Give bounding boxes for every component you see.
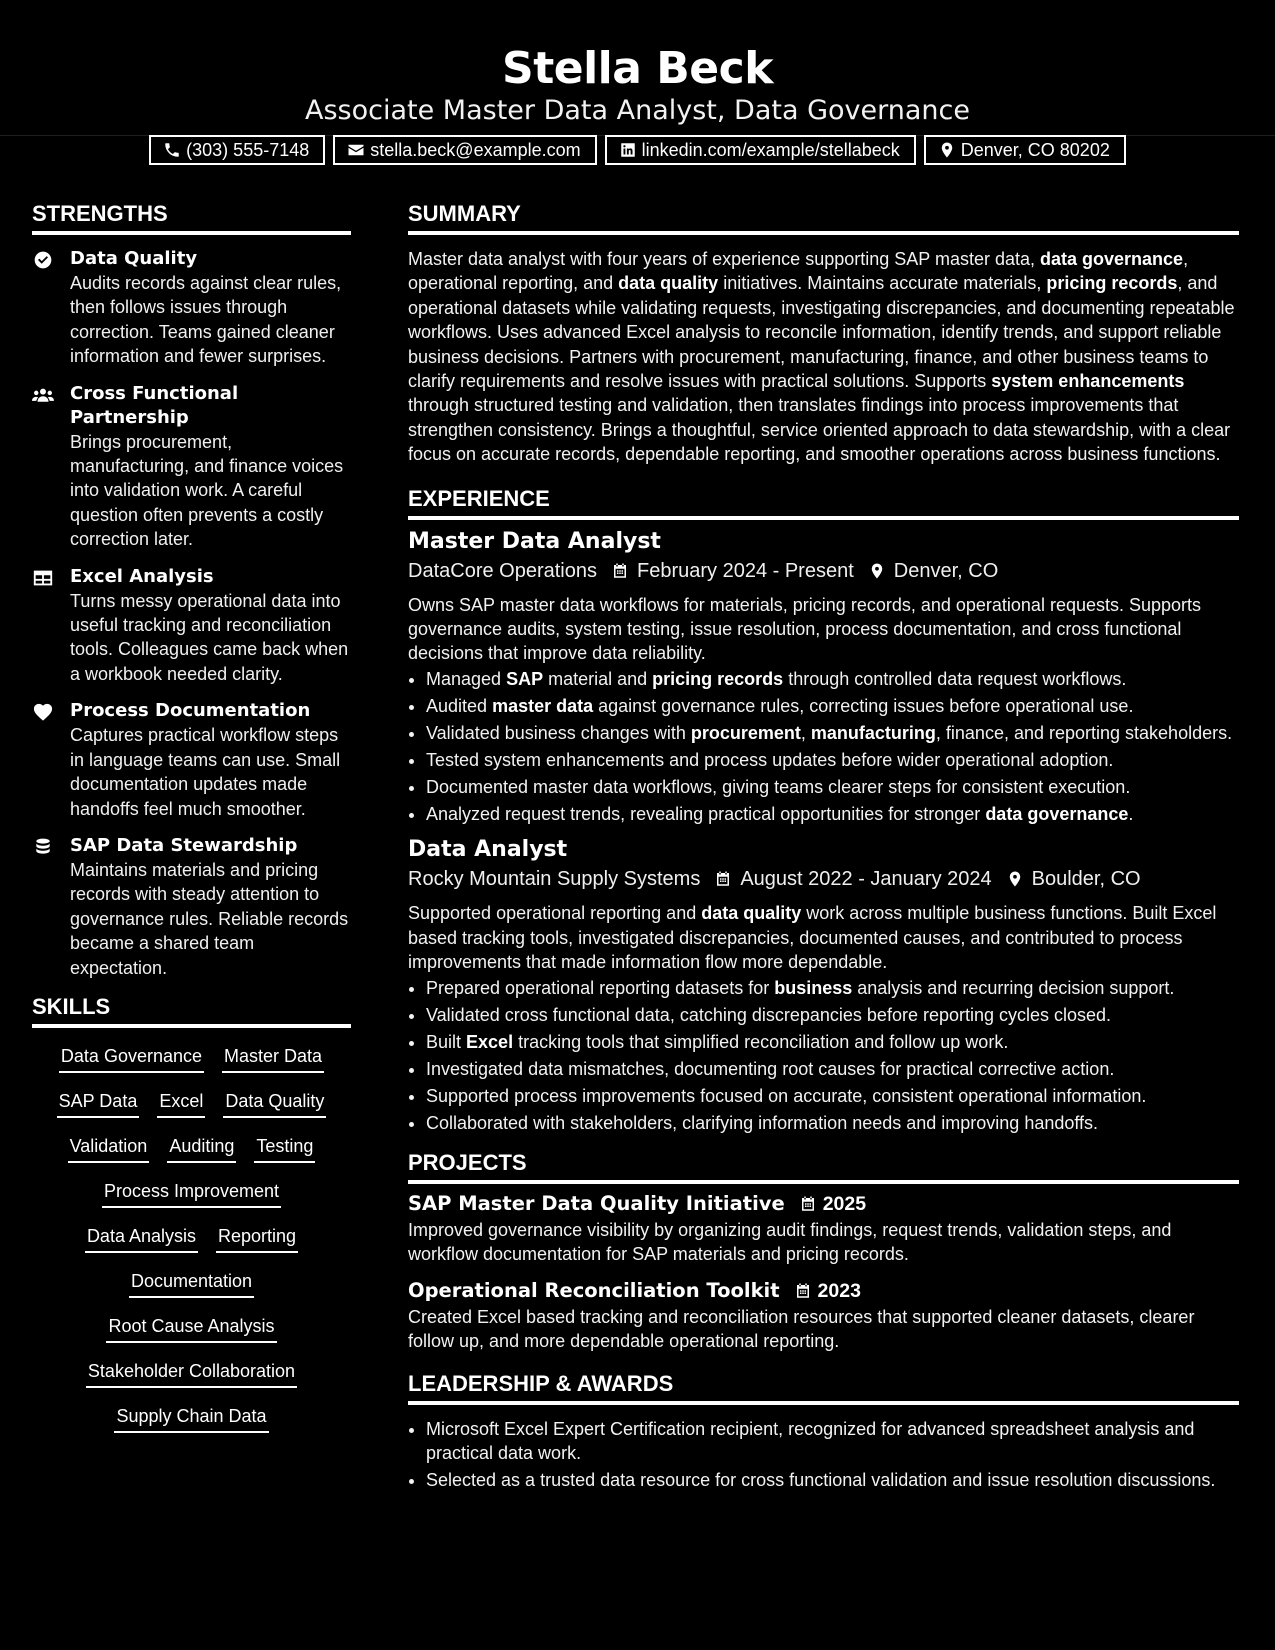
- skill-tag: Validation: [68, 1134, 150, 1163]
- job-summary: Supported operational reporting and data quality work across multiple business functions. Built Excel based tracking tools, investigated discrepancies, documented causes, and contributed to process improvements that made information flow more dependable.: [408, 903, 1217, 973]
- skill-tag: Testing: [254, 1134, 315, 1163]
- skill-tag: Reporting: [216, 1224, 298, 1253]
- bold-keyword: data quality: [701, 903, 802, 924]
- strength-desc: Maintains materials and pricing records with steady attention to governance rules. Reliable records became a shared team expectation.: [70, 859, 349, 978]
- location-text: Denver, CO 80202: [960, 139, 1110, 160]
- award-item: • Selected as a trusted data resource for cross functional validation and issue resolution discussions.: [426, 1468, 1239, 1492]
- resume-header: [0, 0, 1275, 160]
- skill-tag: Stakeholder Collaboration: [86, 1359, 297, 1388]
- projects-list: [408, 1190, 1239, 1354]
- skill-tag: Master Data: [222, 1044, 324, 1073]
- strength-title: Process Documentation: [70, 700, 311, 722]
- heart-icon: [32, 702, 54, 722]
- project-name: Operational Reconciliation Toolkit: [408, 1278, 780, 1302]
- map-pin-icon: [868, 561, 886, 581]
- project-title: [408, 1190, 1239, 1218]
- strength-item: [32, 834, 351, 980]
- skill-tag: SAP Data: [57, 1089, 140, 1118]
- skill-tag: Documentation: [129, 1269, 254, 1298]
- bullet-item: • Investigated data mismatches, documenting root causes for practical corrective action.: [426, 1057, 1239, 1081]
- skill-tag: Auditing: [167, 1134, 236, 1163]
- contact-email[interactable]: [333, 135, 596, 165]
- calendar-icon: [799, 1194, 817, 1214]
- project-year: 2025: [822, 1192, 867, 1215]
- job-location: Boulder, CO: [1031, 868, 1141, 891]
- project-desc: Improved governance visibility by organizing audit findings, request trends, validation steps, and workflow documentation for SAP materials and pricing records.: [408, 1219, 1172, 1265]
- bold-keyword: manufacturing: [810, 722, 936, 743]
- strength-desc: Brings procurement, manufacturing, and finance voices into validation work. A careful question often prevents a costly correction later.: [70, 431, 344, 550]
- bold-keyword: procurement: [690, 722, 801, 743]
- strength-item: [32, 699, 351, 821]
- linkedin-icon: [619, 141, 637, 159]
- strength-title: Data Quality: [70, 248, 198, 269]
- project-desc: Created Excel based tracking and reconciliation resources that supported cleaner datasets, clearer follow up, and more dependable operational reporting.: [408, 1306, 1195, 1352]
- skills-list: [32, 1044, 351, 1449]
- bold-keyword: Excel: [466, 1031, 514, 1052]
- bold-keyword: data governance: [1040, 249, 1184, 269]
- company-name: DataCore Operations: [408, 559, 597, 582]
- strength-title: SAP Data Stewardship: [70, 834, 298, 856]
- skill-tag: Process Improvement: [102, 1179, 281, 1208]
- bold-keyword: pricing records: [1046, 273, 1178, 294]
- job-title: Data Analyst: [408, 837, 568, 863]
- bullet-item: • Prepared operational reporting datasets for business analysis and recurring decision support.: [426, 976, 1239, 1000]
- strength-title: Cross Functional Partnership: [70, 382, 239, 428]
- bullet-item: • Collaborated with stakeholders, clarifying information needs and improving handoffs.: [426, 1111, 1239, 1135]
- bold-keyword: data quality: [618, 273, 719, 294]
- bullet-item: • Validated cross functional data, catching discrepancies before reporting cycles closed.: [426, 1003, 1239, 1027]
- job-meta: [408, 557, 1239, 585]
- bold-keyword: pricing records: [652, 668, 784, 689]
- experience-list: [408, 528, 1239, 1135]
- contact-phone[interactable]: [149, 135, 325, 165]
- candidate-name: Stella Beck: [502, 43, 773, 94]
- summary-heading: SUMMARY: [408, 200, 1239, 235]
- contact-location[interactable]: [924, 135, 1126, 165]
- job-title: Master Data Analyst: [408, 528, 661, 554]
- project-title: [408, 1277, 1239, 1305]
- strength-desc: Captures practical workflow steps in language teams can use. Small documentation updates made handoffs feel much smoother.: [70, 725, 341, 819]
- project-entry: [408, 1277, 1239, 1354]
- project-year: 2023: [817, 1279, 861, 1302]
- left-column: [32, 200, 351, 1449]
- bullet-item: • Documented master data workflows, giving teams clearer steps for consistent execution.: [426, 775, 1239, 799]
- projects-heading: PROJECTS: [408, 1149, 1239, 1184]
- skill-tag: Data Analysis: [85, 1224, 198, 1253]
- strengths-list: [32, 247, 351, 980]
- experience-heading: EXPERIENCE: [408, 485, 1239, 520]
- contact-linkedin[interactable]: [605, 135, 916, 165]
- skill-tag: Data Governance: [59, 1044, 204, 1073]
- linkedin-text: linkedin.com/example/stellabeck: [641, 139, 900, 160]
- bold-keyword: business: [774, 977, 853, 998]
- skill-tag: Supply Chain Data: [114, 1404, 268, 1433]
- strength-item: [32, 382, 351, 552]
- envelope-icon: [347, 141, 365, 159]
- calendar-icon: [794, 1281, 812, 1301]
- awards-heading: LEADERSHIP & AWARDS: [408, 1370, 1239, 1405]
- check-circle-icon: [32, 250, 54, 270]
- job-entry: [408, 836, 1239, 1135]
- bullet-item: • Built Excel tracking tools that simplified reconciliation and follow up work.: [426, 1030, 1239, 1054]
- strengths-heading: STRENGTHS: [32, 200, 351, 235]
- bullet-item: • Analyzed request trends, revealing practical opportunities for stronger data governance.: [426, 802, 1239, 826]
- map-pin-icon: [938, 141, 956, 159]
- bullet-item: • Supported process improvements focused on accurate, consistent operational information.: [426, 1084, 1239, 1108]
- awards-list: [408, 1417, 1239, 1493]
- bold-keyword: system enhancements: [991, 371, 1185, 392]
- bold-keyword: master data: [492, 695, 594, 716]
- job-dates: February 2024 - Present: [636, 559, 854, 582]
- company-name: Rocky Mountain Supply Systems: [408, 868, 701, 891]
- phone-icon: [163, 141, 181, 159]
- strength-item: [32, 247, 351, 369]
- bullet-item: • Managed SAP material and pricing records through controlled data request workflows.: [426, 667, 1239, 691]
- map-pin-icon: [1006, 869, 1024, 889]
- bullet-item: • Validated business changes with procurement, manufacturing, finance, and reporting stakeholders.: [426, 721, 1239, 745]
- strength-title: Excel Analysis: [70, 565, 214, 587]
- strength-desc: Audits records against clear rules, then follows issues through correction. Teams gained cleaner information and fewer surprises.: [70, 273, 342, 367]
- job-bullets: [408, 667, 1239, 826]
- right-column: [408, 200, 1239, 1495]
- award-item: • Microsoft Excel Expert Certification recipient, recognized for advanced spreadsheet analysis and practical data work.: [426, 1417, 1239, 1466]
- phone-text: (303) 555-7148: [186, 139, 310, 160]
- skills-heading: SKILLS: [32, 993, 351, 1028]
- candidate-title: Associate Master Data Analyst, Data Governance: [305, 95, 970, 126]
- job-bullets: [408, 976, 1239, 1135]
- job-entry: [408, 528, 1239, 827]
- summary-text: Master data analyst with four years of experience supporting SAP master data, data governance, operational reporting, and data quality initiatives. Maintains accurate materials, pricing records, and operational datasets while validating requests, investigating discrepancies, and documenting repeatable workflows. Uses advanced Excel analysis to reconcile information, identify trends, and support reliable business decisions. Partners with procurement, manufacturing, finance, and other business teams to clarify requirements and resolve issues with practical solutions. Supports system enhancements through structured testing and validation, then translates findings into process improvements that strengthen consistency. Brings a thoughtful, service oriented approach to data stewardship, with a clear focus on accurate records, dependable reporting, and smoother operations across business functions.: [408, 249, 1235, 465]
- job-location: Denver, CO: [893, 559, 999, 582]
- skill-tag: Data Quality: [223, 1089, 326, 1118]
- database-icon: [32, 837, 54, 857]
- calendar-icon: [611, 561, 629, 581]
- job-summary: Owns SAP master data workflows for materials, pricing records, and operational requests. Supports governance audits, system testing, issue resolution, process documentation, and cross functional decisions that improve data reliability.: [408, 594, 1202, 664]
- project-entry: [408, 1190, 1239, 1267]
- calendar-icon: [714, 869, 732, 889]
- table-icon: [32, 568, 54, 588]
- strength-desc: Turns messy operational data into useful tracking and reconciliation tools. Colleagues came back when a workbook needed clarity.: [70, 590, 349, 684]
- job-meta: [408, 865, 1239, 893]
- skill-tag: Excel: [157, 1089, 205, 1118]
- bullet-item: • Audited master data against governance rules, correcting issues before operational use.: [426, 694, 1239, 718]
- bold-keyword: SAP: [506, 668, 544, 689]
- email-text: stella.beck@example.com: [370, 139, 581, 160]
- bullet-item: • Tested system enhancements and process updates before wider operational adoption.: [426, 748, 1239, 772]
- strength-item: [32, 565, 351, 687]
- job-dates: August 2022 - January 2024: [740, 868, 992, 891]
- skill-tag: Root Cause Analysis: [106, 1314, 276, 1343]
- users-icon: [32, 385, 54, 405]
- contact-bar: [0, 135, 1275, 165]
- bold-keyword: data governance: [985, 803, 1129, 824]
- project-name: SAP Master Data Quality Initiative: [408, 1191, 785, 1215]
